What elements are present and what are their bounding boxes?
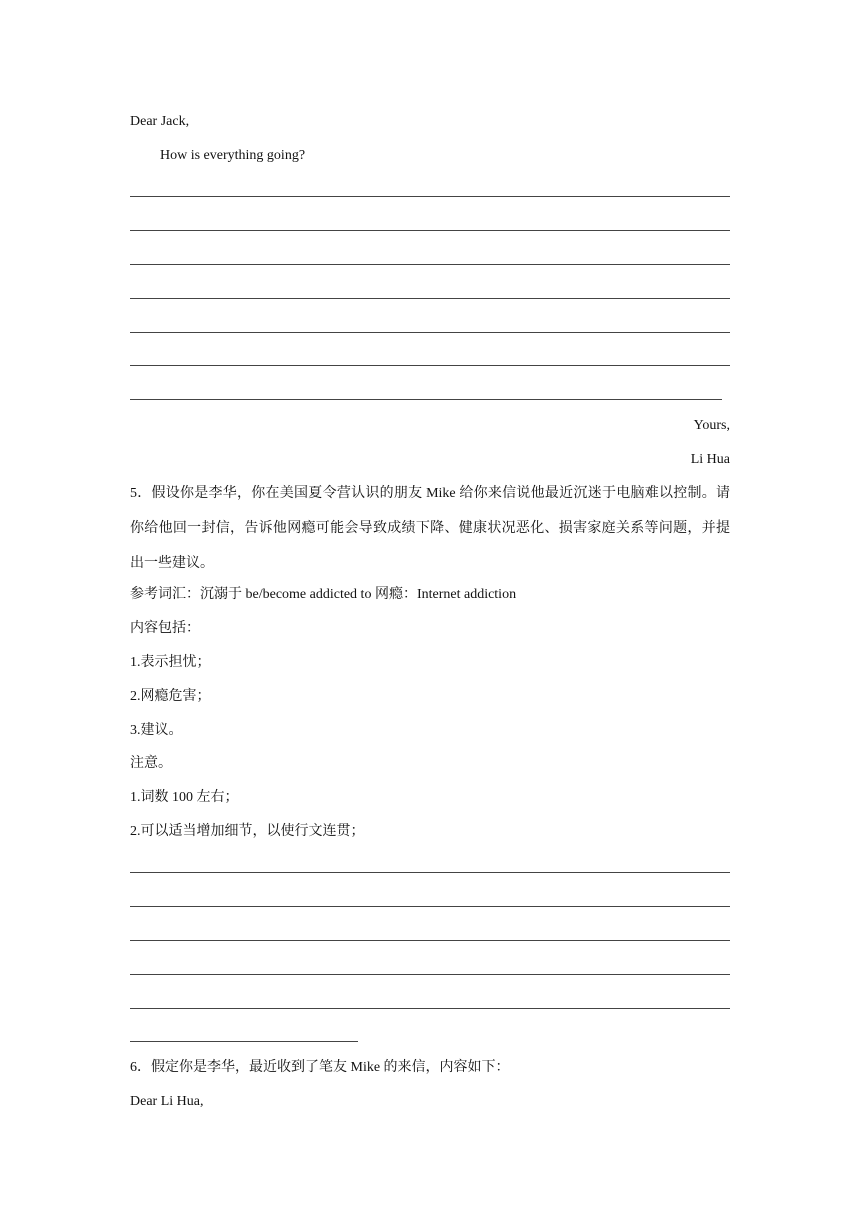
answer-line [130,230,730,231]
answer-line [130,1008,730,1009]
question-5-vocab: 参考词汇：沉溺于 be/become addicted to 网瘾：Internet addiction [130,587,517,602]
answer-line [130,332,730,333]
answer-line [130,1041,358,1042]
answer-line [130,365,730,366]
answer-line [130,940,730,941]
answer-line [130,872,730,873]
content-item: 2.网瘾危害； [130,689,211,704]
answer-line [130,906,730,907]
answer-line [130,196,730,197]
content-item: 1.表示担忧； [130,655,211,670]
notes-heading: 注意。 [130,756,172,771]
question-6-prompt: 6．假定你是李华，最近收到了笔友 Mike 的来信，内容如下： [130,1060,510,1075]
letter-closing: Yours, [693,418,730,433]
content-item: 3.建议。 [130,723,183,738]
letter-signature: Li Hua [690,452,730,467]
question-6-salutation: Dear Li Hua, [130,1094,204,1109]
letter-salutation: Dear Jack, [130,114,190,129]
letter-opening: How is everything going? [160,148,306,163]
question-5-prompt: 5．假设你是李华，你在美国夏令营认识的朋友 Mike 给你来信说他最近沉迷于电脑难以控制。请你给他回一封信，告诉他网瘾可能会导致成绩下降、健康状况恶化、损害家庭关系等问题，并提出一些建议。 [130,486,730,571]
answer-line [130,399,722,400]
notes-item: 2.可以适当增加细节，以使行文连贯； [130,824,365,839]
answer-line [130,298,730,299]
content-heading: 内容包括： [130,621,200,636]
answer-line [130,264,730,265]
answer-line [130,974,730,975]
notes-item: 1.词数 100 左右； [130,790,239,805]
